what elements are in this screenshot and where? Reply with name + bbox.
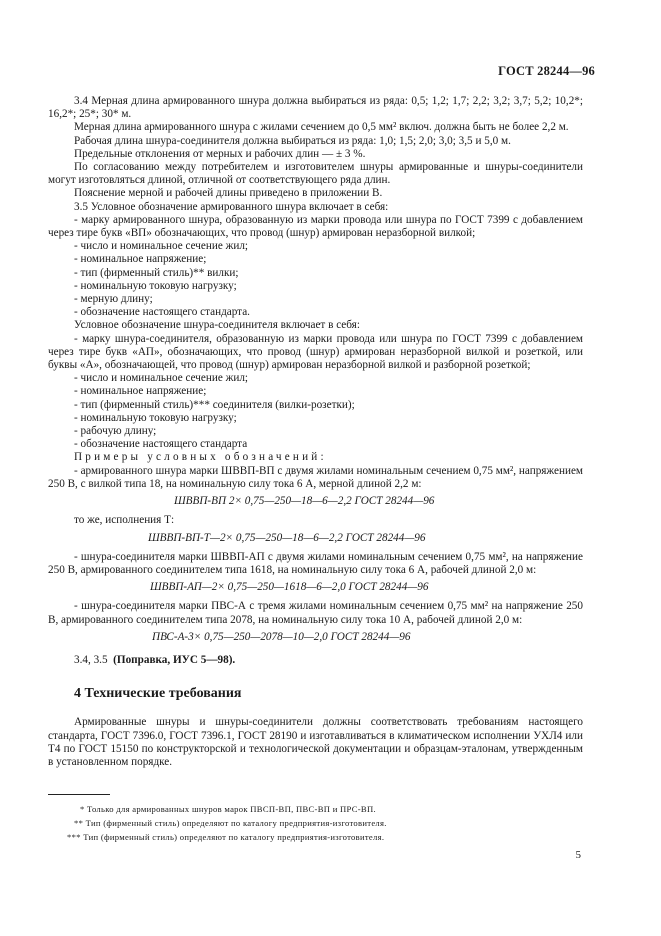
section-4-heading: 4 Технические требования (74, 686, 242, 702)
amendment-clauses: 3.4, 3.5 (74, 653, 108, 666)
section-4-paragraph: Армированные шнуры и шнуры-соединители должны соответствовать требованиям настоящего стандарта, ГОСТ 7396.0, ГОСТ 7396.1, ГОСТ 28190 и изготавливаться в климатическом исполнении УХЛ4 или Т4 по ГОСТ 15150 по конструкторской и технологической документации и образцам-эталонам, утвержденным в установленном порядке. (48, 716, 583, 768)
cord-mark-item: - марку армированного шнура, образованную из марки провода или шнура по ГОСТ 7399 с добавлением через тире букв «ВП» обозначающих, что провод (шнур) армирован неразборной вилкой; (48, 213, 583, 240)
list-item: - число и номинальное сечение жил; (74, 372, 249, 385)
example-2-text: то же, исполнения Т: (74, 514, 175, 527)
amendment-note (48, 654, 583, 667)
footnotes (48, 802, 583, 844)
connector-designation-list (48, 372, 583, 451)
list-item: - мерную длину; (74, 293, 153, 306)
footnote-2: ** Тип (фирменный стиль) определяют по каталогу предприятия-изготовителя. (74, 818, 387, 828)
footnote-divider (48, 794, 110, 795)
list-item: - номинальную токовую нагрузку; (74, 279, 237, 292)
example-4-formula: ПВС-А-3× 0,75—250—2078—10—2,0 ГОСТ 28244—96 (152, 630, 411, 643)
connector-designation-paragraph: Условное обозначение шнура-соединителя включает в себя: (74, 319, 360, 332)
document-body (48, 95, 583, 769)
footnote-1: * Только для армированных шнуров марок ПВСП-ВП, ПВС-ВП и ПРС-ВП. (80, 804, 376, 814)
page-number: 5 (575, 849, 581, 861)
connector-mark-item: - марку шнура-соединителя, образованную из марки провода или шнура по ГОСТ 7399 с добавлением через тире букв «АП», обозначающих, что провод (шнур) армирован неразборной вилкой и розеткой, или буквы «А», обозначающей, что провод (шнур) армирован неразборной вилкой и разборной розеткой; (48, 332, 583, 372)
examples-heading: Примеры условных обозначений: (74, 451, 327, 464)
list-item: - обозначение настоящего стандарта. (74, 306, 250, 319)
list-item: - тип (фирменный стиль)*** соединителя (вилки-розетки); (74, 398, 355, 411)
page-header-title: ГОСТ 28244—96 (498, 64, 595, 78)
clause-3-5-paragraph: 3.5 Условное обозначение армированного шнура включает в себя: (74, 200, 389, 213)
cord-designation-list (48, 240, 583, 319)
list-item: - номинальное напряжение; (74, 253, 207, 266)
list-item: - номинальное напряжение; (74, 385, 207, 398)
agreement-paragraph: По согласованию между потребителем и изготовителем шнуры армированные и шнуры-соединители могут изготовляться длиной, отличной от соответствующего ряда длин. (48, 161, 583, 187)
working-length-paragraph: Рабочая длина шнура-соединителя должна выбираться из ряда: 1,0; 1,5; 2,0; 3,0; 3,5 и 5,0 м. (74, 134, 511, 147)
example-3-text: - шнура-соединителя марки ШВВП-АП с двумя жилами номинальным сечением 0,75 мм², на напряжение 250 В, армированного соединителем типа 1618, на номинальную силу тока 6 А, рабочей длиной 2,0 м: (48, 550, 583, 576)
footnote-3: *** Тип (фирменный стиль) определяют по каталогу предприятия-изготовителя. (67, 832, 385, 842)
list-item: - число и номинальное сечение жил; (74, 240, 249, 253)
clause-3-4-paragraph: 3.4 Мерная длина армированного шнура должна выбираться из ряда: 0,5; 1,2; 1,7; 2,2; 3,2; 3,7; 5,2; 10,2*; 16,2*; 25*; 30* м. (48, 95, 583, 121)
measured-length-limit-paragraph: Мерная длина армированного шнура с жилами сечением до 0,5 мм² включ. должна быть не более 2,2 м. (74, 121, 569, 134)
example-3-formula: ШВВП-АП—2× 0,75—250—1618—6—2,0 ГОСТ 28244—96 (150, 581, 429, 594)
list-item: - рабочую длину; (74, 425, 157, 438)
example-1-text: - армированного шнура марки ШВВП-ВП с двумя жилами номинальным сечением 0,75 мм², напряжением 250 В, с вилкой типа 18, на номинальную силу тока 6 А, мерной длиной 2,2 м: (48, 464, 583, 490)
list-item: - номинальную токовую нагрузку; (74, 411, 237, 424)
example-2-formula: ШВВП-ВП-Т—2× 0,75—250—18—6—2,2 ГОСТ 28244—96 (148, 531, 426, 544)
tolerance-paragraph: Предельные отклонения от мерных и рабочих длин — ± 3 %. (74, 147, 366, 160)
appendix-reference-paragraph: Пояснение мерной и рабочей длины приведено в приложении В. (74, 187, 383, 200)
amendment-reference: (Поправка, ИУС 5—98). (113, 653, 236, 666)
list-item: - обозначение настоящего стандарта (74, 438, 248, 451)
example-4-text: - шнура-соединителя марки ПВС-А с тремя жилами номинальным сечением 0,75 мм² на напряжение 250 В, армированного соединителем типа 2078, на номинальную силу тока 10 А, рабочей длиной 2,0 м: (48, 600, 583, 626)
example-1-formula: ШВВП-ВП 2× 0,75—250—18—6—2,2 ГОСТ 28244—96 (174, 495, 435, 508)
list-item: - тип (фирменный стиль)** вилки; (74, 266, 239, 279)
